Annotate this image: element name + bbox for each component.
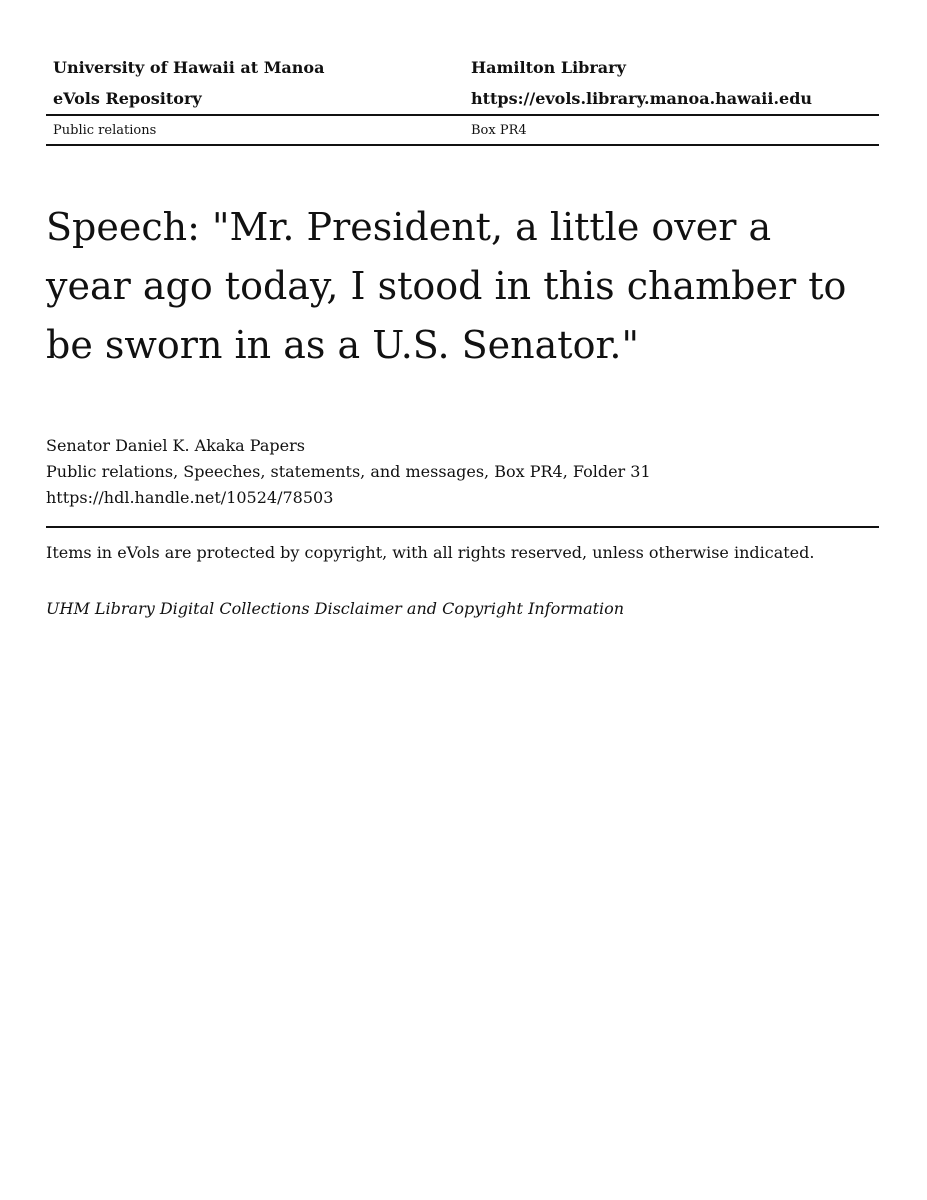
rights-statement: Items in eVols are protected by copyright, with all rights reserved, unless otherwise indicated.: [46, 543, 815, 562]
document-title: Speech: "Mr. President, a little over a year ago today, I stood in this chamber to be sworn in as a U.S. Senator.": [46, 205, 847, 367]
institution-name: University of Hawaii at Manoa: [53, 58, 325, 77]
header: [46, 52, 879, 146]
header-sub-row: [46, 116, 879, 144]
collection-name: Senator Daniel K. Akaka Papers: [46, 436, 305, 455]
repository-url-link[interactable]: https://evols.library.manoa.hawaii.edu: [471, 89, 813, 108]
document-metadata: [46, 433, 879, 511]
handle-link[interactable]: https://hdl.handle.net/10524/78503: [46, 488, 334, 507]
disclaimer-link[interactable]: UHM Library Digital Collections Disclaimer and Copyright Information: [46, 599, 625, 618]
folder-location: Public relations, Speeches, statements, and messages, Box PR4, Folder 31: [46, 462, 651, 481]
box-label: Box PR4: [471, 122, 527, 138]
metadata-divider: [46, 526, 879, 528]
header-row-2: [46, 83, 879, 114]
series-label: Public relations: [53, 122, 157, 138]
header-bottom-divider: [46, 144, 879, 146]
repository-name: eVols Repository: [53, 89, 202, 108]
cover-page: [46, 0, 879, 620]
header-row-1: [46, 52, 879, 83]
library-name: Hamilton Library: [471, 58, 626, 77]
